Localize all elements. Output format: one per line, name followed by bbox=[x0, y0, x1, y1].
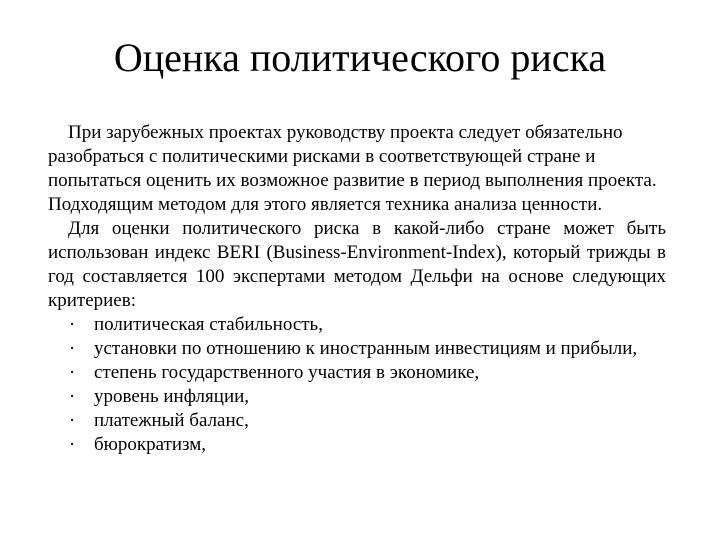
intro-paragraph: При зарубежных проектах руководству проекта следует обязательно разобраться с политическими рисками в соответствующей стране и попытаться оценить их возможное развитие в период выполнения проекта. Подходящим методом для этого является техника анализа ценности. bbox=[48, 122, 657, 215]
bullet-dot-icon: · bbox=[68, 434, 76, 455]
beri-paragraph: Для оценки политического риска в какой-либо стране может быть использован индекс BERI (Business-Environment-Index), который трижды в год составляется 100 экспертами методом Дельфи на основе следующих критериев: bbox=[48, 218, 666, 311]
list-item bbox=[48, 337, 666, 361]
criterion-text: установки по отношению к иностранным инвестициям и прибыли, bbox=[94, 338, 638, 359]
list-item bbox=[48, 433, 666, 457]
bullet-dot-icon: · bbox=[68, 410, 76, 431]
criterion-text: уровень инфляции, bbox=[94, 386, 250, 407]
list-item bbox=[48, 385, 666, 409]
criterion-text: степень государственного участия в экономике, bbox=[94, 362, 480, 383]
list-item bbox=[48, 409, 666, 433]
bullet-dot-icon: · bbox=[68, 338, 76, 359]
list-item bbox=[48, 361, 666, 385]
bullet-dot-icon: · bbox=[68, 314, 76, 335]
criteria-list bbox=[48, 313, 666, 457]
list-item bbox=[48, 313, 666, 337]
slide-body bbox=[48, 121, 666, 457]
bullet-dot-icon: · bbox=[68, 386, 76, 407]
criterion-text: политическая стабильность, bbox=[94, 314, 323, 335]
slide-title: Оценка политического риска bbox=[113, 35, 607, 80]
criterion-text: бюрократизм, bbox=[94, 434, 207, 455]
bullet-dot-icon: · bbox=[68, 362, 76, 383]
criterion-text: платежный баланс, bbox=[94, 410, 249, 431]
